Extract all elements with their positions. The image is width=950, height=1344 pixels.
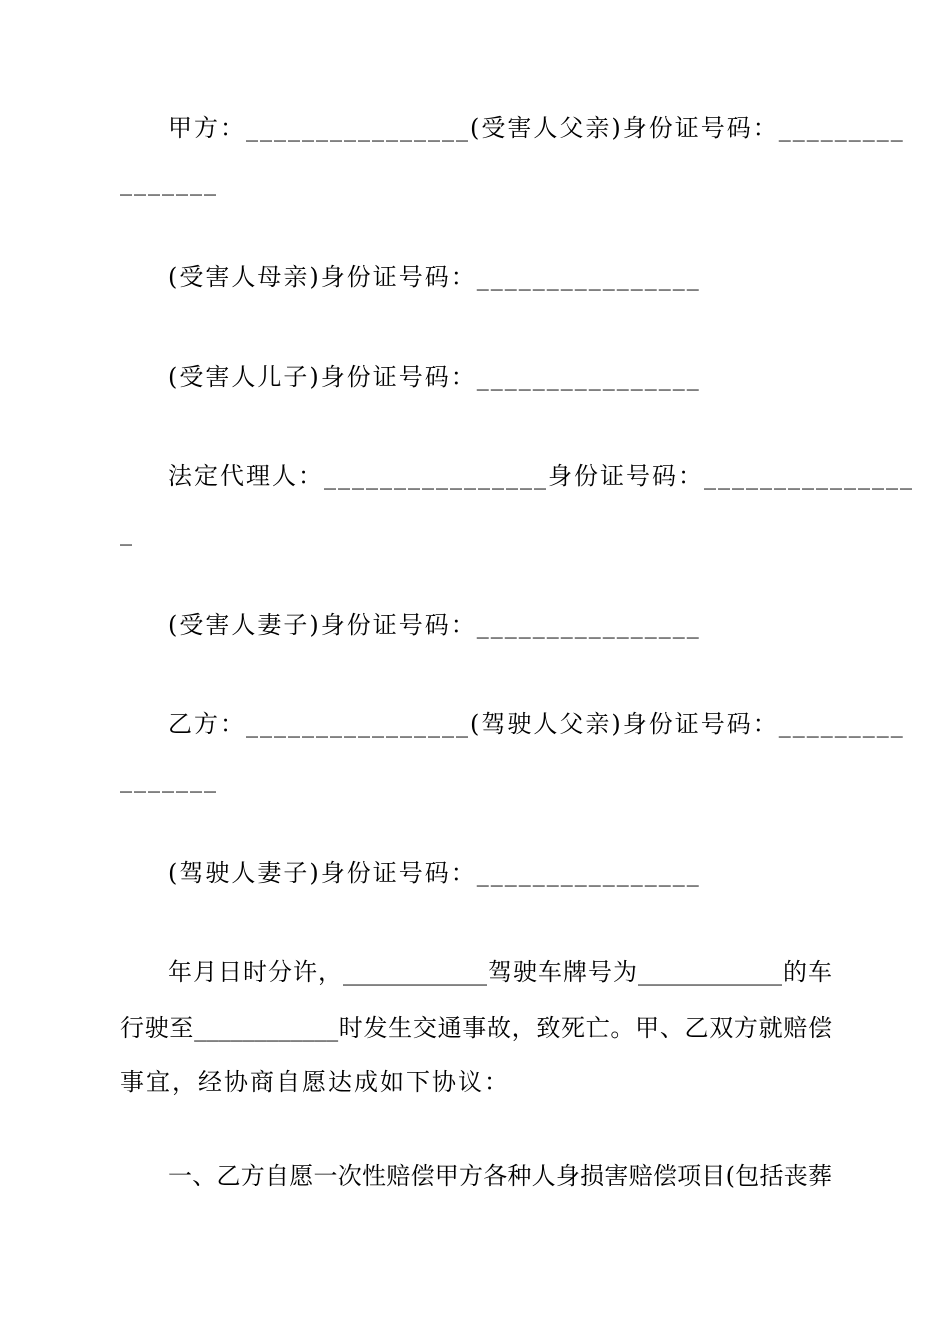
legal-agent-line: 法定代理人：________________身份证号码：_______________ [168, 462, 914, 490]
legal-agent-line-continued: _ [120, 518, 134, 546]
party-b-line-continued: _______ [120, 765, 218, 793]
party-b-line: 乙方：________________(驾驶人父亲)身份证号码：_________ [168, 710, 905, 738]
party-a-line-continued: _______ [120, 168, 218, 196]
victim-mother-line: (受害人母亲)身份证号码：________________ [168, 263, 701, 291]
victim-son-line: (受害人儿子)身份证号码：________________ [168, 363, 701, 391]
accident-paragraph-line-3: 事宜，经协商自愿达成如下协议： [120, 1068, 510, 1096]
accident-paragraph-line-2: 行驶至____________时发生交通事故，致死亡。甲、乙双方就赔偿 [120, 1014, 832, 1042]
accident-paragraph-line-1: 年月日时分许，____________驾驶车牌号为____________的车 [168, 958, 832, 986]
victim-wife-line: (受害人妻子)身份证号码：________________ [168, 611, 701, 639]
driver-wife-line: (驾驶人妻子)身份证号码：________________ [168, 859, 701, 887]
clause-one-line: 一、乙方自愿一次性赔偿甲方各种人身损害赔偿项目(包括丧葬 [168, 1162, 832, 1190]
party-a-line: 甲方：________________(受害人父亲)身份证号码：_________ [168, 114, 905, 142]
